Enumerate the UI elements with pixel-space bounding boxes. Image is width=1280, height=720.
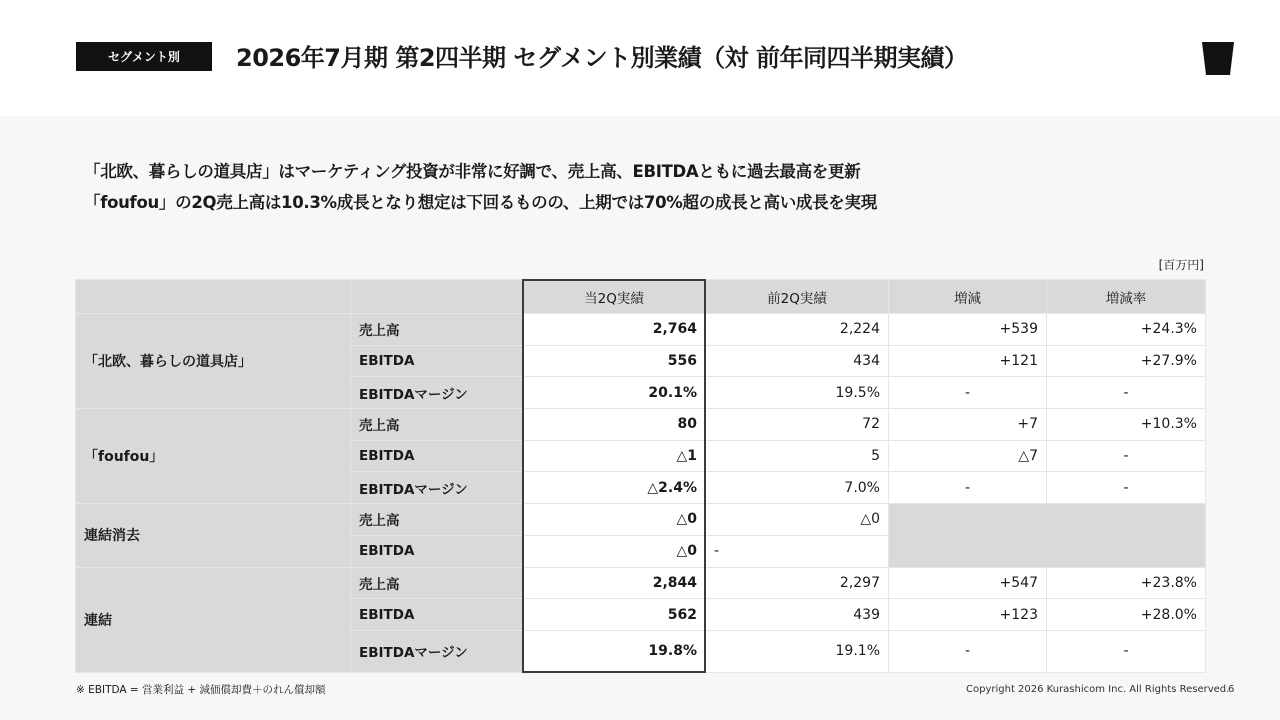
metric-label: EBITDA [351,535,523,567]
current-value: 19.8% [523,630,706,672]
change-value: +7 [889,409,1047,441]
change-value: +121 [889,345,1047,377]
table-row [76,314,1206,346]
segment-results-table [75,279,1206,673]
change-value: - [889,377,1047,409]
copyright: Copyright 2026 Kurashicom Inc. All Rights Reserved. [966,684,1230,695]
header-cell-metric [351,280,523,314]
table-header-row [76,280,1206,314]
previous-value: △0 [706,504,889,536]
previous-value: - [706,535,889,567]
header-cell-previous: 前2Q実績 [706,280,889,314]
footnote: ※ EBITDA = 営業利益 + 減価償却費＋のれん償却額 [76,684,326,696]
page-title: 2026年7月期 第2四半期 セグメント別業績（対 前年同四半期実績） [236,44,968,72]
header-cell-current: 当2Q実績 [523,280,706,314]
metric-label: EBITDAマージン [351,630,523,672]
current-value: 20.1% [523,377,706,409]
change-value: - [889,472,1047,504]
header-band [0,0,1280,116]
unit-label: [百万円] [1158,258,1204,272]
metric-label: 売上高 [351,314,523,346]
previous-value: 2,297 [706,567,889,599]
rate-value: +24.3% [1047,314,1206,346]
change-value: △7 [889,440,1047,472]
table-row [76,409,1206,441]
metric-label: 売上高 [351,409,523,441]
table-row [76,504,1206,536]
current-value: 2,844 [523,567,706,599]
summary-line-2: 「foufou」の2Q売上高は10.3%成長となり想定は下回るものの、上期では70%超の成長と高い成長を実現 [84,193,877,212]
current-value: △1 [523,440,706,472]
current-value: 562 [523,599,706,631]
current-value: 80 [523,409,706,441]
page-number: 6 [1228,684,1235,695]
segment-name: 連結 [76,567,351,672]
rate-value: - [1047,440,1206,472]
rate-value: +28.0% [1047,599,1206,631]
change-value: +123 [889,599,1047,631]
previous-value: 5 [706,440,889,472]
current-value: △0 [523,535,706,567]
metric-label: 売上高 [351,567,523,599]
change-value: - [889,630,1047,672]
metric-label: 売上高 [351,504,523,536]
previous-value: 7.0% [706,472,889,504]
rate-value: - [1047,630,1206,672]
metric-label: EBITDA [351,345,523,377]
metric-label: EBITDA [351,599,523,631]
previous-value: 439 [706,599,889,631]
segment-name: 「北欧、暮らしの道具店」 [76,314,351,409]
section-tag: セグメント別 [76,42,212,71]
rate-value: +23.8% [1047,567,1206,599]
table-row [76,567,1206,599]
metric-label: EBITDA [351,440,523,472]
rate-value: +27.9% [1047,345,1206,377]
metric-label: EBITDAマージン [351,377,523,409]
empty-gray-cell [889,504,1206,567]
previous-value: 19.1% [706,630,889,672]
rate-value: - [1047,472,1206,504]
segment-name: 「foufou」 [76,409,351,504]
previous-value: 434 [706,345,889,377]
change-value: +547 [889,567,1047,599]
change-value: +539 [889,314,1047,346]
current-value: △0 [523,504,706,536]
metric-label: EBITDAマージン [351,472,523,504]
current-value: 2,764 [523,314,706,346]
current-value: 556 [523,345,706,377]
summary-text [84,156,1184,218]
header-cell-rate: 増減率 [1047,280,1206,314]
current-value: △2.4% [523,472,706,504]
previous-value: 19.5% [706,377,889,409]
cup-logo-icon [1202,42,1234,75]
previous-value: 2,224 [706,314,889,346]
summary-line-1: 「北欧、暮らしの道具店」はマーケティング投資が非常に好調で、売上高、EBITDAともに過去最高を更新 [84,162,861,181]
header-cell-segment [76,280,351,314]
segment-name: 連結消去 [76,504,351,567]
header-cell-change: 増減 [889,280,1047,314]
rate-value: - [1047,377,1206,409]
rate-value: +10.3% [1047,409,1206,441]
previous-value: 72 [706,409,889,441]
